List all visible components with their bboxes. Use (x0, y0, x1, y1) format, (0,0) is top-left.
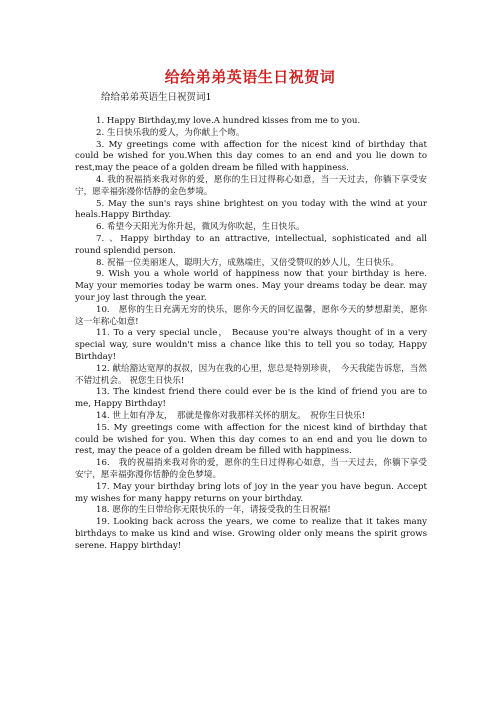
paragraph-18: 18. 愿你的生日带给你无限快乐的一年，请接受我的生日祝福! (96, 505, 331, 516)
paragraph-6: 6. 希望今天阳光为你升起，微风为你吹起，生日快乐。 (96, 222, 305, 233)
document-subtitle: 给给弟弟英语生日祝贺词1 (101, 92, 212, 103)
document-title: 给给弟弟英语生日祝贺词 (164, 68, 336, 86)
paragraph-11: 11. To a very special uncle， Because you're always thought of in a very special way, sure wouldn't miss a chance like this to tell you so today, Happy Birthday! (75, 328, 427, 362)
paragraph-17: 17. May your birthday bring lots of joy in the year you have begun. Accept my wishes for many happy returns on your birthday. (75, 481, 427, 504)
paragraph-4: 4. 我的祝福捎来我对你的爱，愿你的生日过得称心如意，当一天过去，你躺下享受安宁，愿幸福弥漫你恬静的金色梦境。 (75, 174, 427, 197)
paragraph-8: 8. 祝福一位美丽迷人，聪明大方，成熟端庄，又倍受赞叹的妙人儿，生日快乐。 (96, 257, 400, 268)
paragraph-13: 13. The kindest friend there could ever be is the kind of friend you are to me, Happy Birthday! (75, 387, 427, 410)
paragraph-2: 2. 生日快乐我的爱人，为你献上个吻。 (96, 127, 245, 138)
document-body (75, 116, 427, 552)
paragraph-14: 14. 世上如有净友， 那就是像你对我那样关怀的朋友。 祝你生日快乐! (96, 410, 366, 421)
paragraph-7: 7. 、Happy birthday to an attractive, intellectual, sophisticated and all round splendid person. (75, 233, 427, 256)
paragraph-16: 16. 我的祝福捎来我对你的爱，愿你的生日过得称心如意，当一天过去，你躺下享受安宁，愿幸福弥漫你恬静的金色梦境。 (75, 458, 427, 480)
paragraph-12: 12. 献给豁达宽厚的叔叔，因为在我的心里，您总是特别珍贵， 今天我能告诉您，当然不错过机会。 祝您生日快乐! (75, 363, 427, 386)
paragraph-1: 1. Happy Birthday,my love.A hundred kisses from me to you. (96, 116, 361, 126)
paragraph-19: 19. Looking back across the years, we come to realize that it takes many birthdays to make us kind and wise. Growing older only means the spirit grows serene. Happy birthday! (75, 517, 427, 551)
paragraph-15: 15. My greetings come with affection for the nicest kind of birthday that could be wished for you. When this day comes to an end and you lie down to rest, may the peace of a golden dream be filled with happiness. (75, 422, 427, 457)
paragraph-3: 3. My greetings come with affection for the nicest kind of birthday that could be wished for you.When this day comes to an end and you lie down to rest,may the peace of a golden dream be filled with happiness. (75, 139, 427, 174)
paragraph-5: 5. May the sun's rays shine brightest on you today with the wind at your heals.Happy Birthday. (75, 198, 427, 221)
paragraph-9: 9. Wish you a whole world of happiness now that your birthday is here. May your memories today be warm ones. May your dreams today be dear. may your joy last through the year. (75, 269, 427, 303)
paragraph-10: 10. 愿你的生日充满无穷的快乐，愿你今天的回忆温馨，愿你今天的梦想甜美，愿你这一年称心如意! (75, 304, 427, 327)
